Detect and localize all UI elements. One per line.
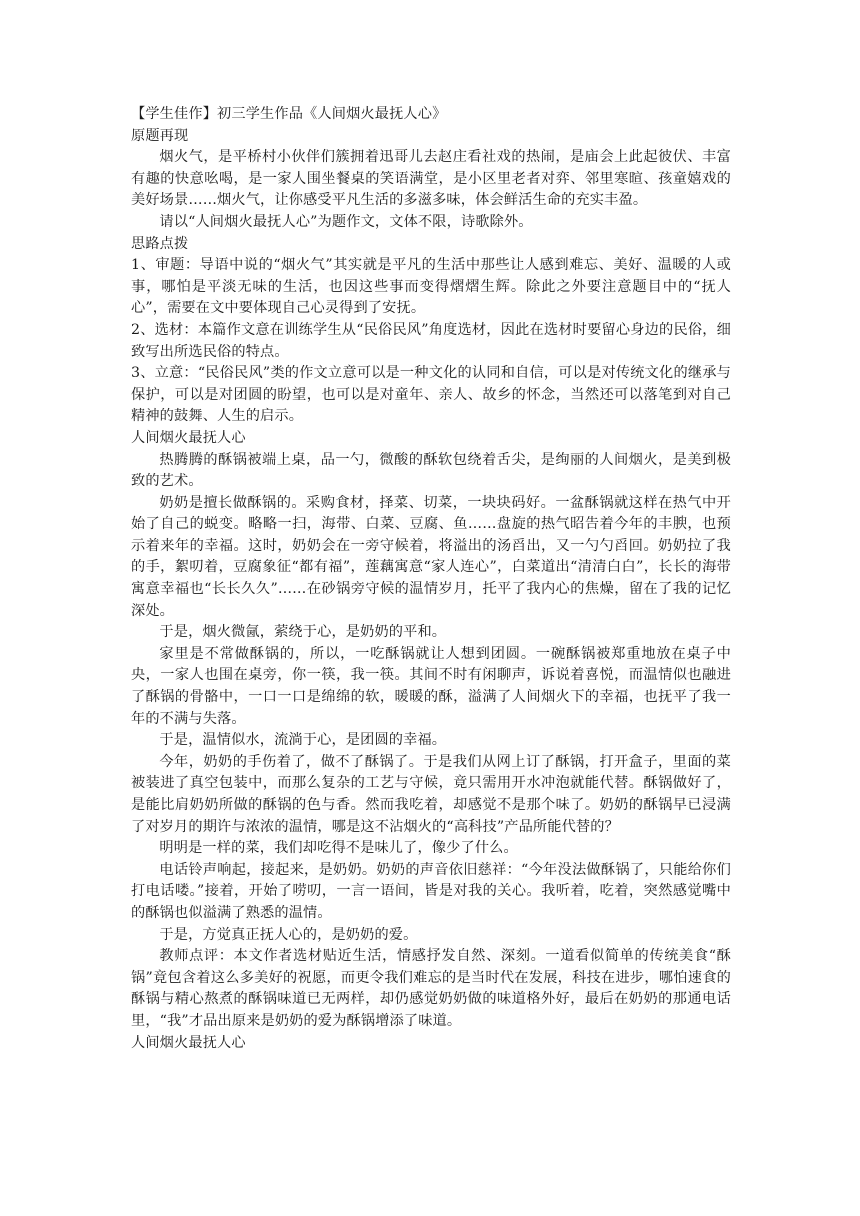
teacher-comment: 教师点评：本文作者选材贴近生活，情感抒发自然、深刻。一道看似简单的传统美食“酥锅”竟包含着这么多美好的祝愿，而更令我们难忘的是当时代在发展，科技在进步，哪怕速食的酥锅与精心熬煮的酥锅味道已无两样，却仍感觉奶奶做的味道格外好，最后在奶奶的那通电话里，“我”才品出原来是奶奶的爱为酥锅增添了味道。 — [131, 948, 731, 1029]
essay-paragraph: 奶奶是擅长做酥锅的。采购食材，择菜、切菜，一块块码好。一盆酥锅就这样在热气中开始了自己的蜕变。略略一扫，海带、白菜、豆腐、鱼……盘旋的热气昭告着今年的丰腴，也预示着来年的幸福。这时，奶奶会在一旁守候着，将溢出的汤舀出，又一勺勺舀回。奶奶拉了我的手，絮叨着，豆腐象征“都有福”，莲藕寓意“家人连心”，白菜道出“清清白白”，长长的海带寓意幸福也“长长久久”……在砂锅旁守候的温情岁月，托平了我内心的焦燥，留在了我的记忆深处。 — [131, 494, 731, 619]
prompt-paragraph-1: 烟火气，是平桥村小伙伴们簇拥着迅哥儿去赵庄看社戏的热闹，是庙会上此起彼伏、丰富有趣的快意吆喝，是一家人围坐餐桌的笑语满堂，是小区里老者对弈、邻里寒暄、孩童嬉戏的美好场景……烟火气，让你感受平凡生活的多滋多味，体会鲜活生命的充实丰盈。 — [131, 149, 731, 209]
guide-item-3: 3、立意：“民俗民风”类的作文立意可以是一种文化的认同和自信，可以是对传统文化的继承与保护，可以是对团圆的盼望，也可以是对童年、亲人、故乡的怀念，当然还可以落笔到对自己精神的鼓舞、人生的启示。 — [131, 365, 731, 425]
document-title: 【学生佳作】初三学生作品《人间烟火最抚人心》 — [131, 106, 447, 122]
essay-paragraph: 明明是一样的菜，我们却吃得不是味儿了，像少了什么。 — [159, 840, 518, 857]
essay-title: 人间烟火最抚人心 — [131, 429, 246, 446]
guide-item-1: 1、审题：导语中说的“烟火气”其实就是平凡的生活中那些让人感到难忘、美好、温暖的人或事，哪怕是平淡无味的生活，也因这些事而变得熠熠生辉。除此之外要注意题目中的“抚人心”，需要在文中要体现自己心灵得到了安抚。 — [131, 257, 731, 317]
essay-paragraph: 于是，烟火微氤，萦绕于心，是奶奶的平和。 — [159, 624, 447, 641]
essay-paragraph: 于是，方觉真正抚人心的，是奶奶的爱。 — [159, 926, 418, 943]
section-heading-guide: 思路点拨 — [131, 235, 189, 252]
prompt-paragraph-2: 请以“人间烟火最抚人心”为题作文，文体不限，诗歌除外。 — [159, 213, 533, 230]
guide-item-2: 2、选材：本篇作文意在训练学生从“民俗民风”角度选材，因此在选材时要留心身边的民俗，细致写出所选民俗的特点。 — [131, 321, 731, 360]
document-body — [131, 104, 731, 1054]
essay-paragraph: 于是，温情似水，流淌于心，是团圆的幸福。 — [159, 732, 447, 749]
essay-title-second: 人间烟火最抚人心 — [131, 1034, 246, 1051]
essay-paragraph: 今年，奶奶的手伤着了，做不了酥锅了。于是我们从网上订了酥锅，打开盒子，里面的菜被装进了真空包装中，而那么复杂的工艺与守候，竟只需用开水冲泡就能代替。酥锅做好了，是能比肩奶奶所做的酥锅的色与香。然而我吃着，却感觉不是那个味了。奶奶的酥锅早已浸满了对岁月的期许与浓浓的温情，哪是这不沾烟火的“高科技”产品所能代替的？ — [131, 753, 731, 835]
essay-paragraph: 电话铃声响起，接起来，是奶奶。奶奶的声音依旧慈祥：“今年没法做酥锅了，只能给你们打电话喽。”接着，开始了唠叨，一言一语间，皆是对我的关心。我听着，吃着，突然感觉嘴中的酥锅也似溢满了熟悉的温情。 — [131, 861, 731, 921]
section-heading-original: 原题再现 — [131, 127, 189, 144]
essay-paragraph: 家里是不常做酥锅的，所以，一吃酥锅就让人想到团圆。一碗酥锅被郑重地放在桌子中央，一家人也围在桌旁，你一筷，我一筷。其间不时有闲聊声，诉说着喜悦，而温情似也融进了酥锅的骨骼中，一口一口是绵绵的软，暖暖的酥，溢满了人间烟火下的幸福，也抚平了我一年的不满与失落。 — [131, 645, 731, 727]
essay-paragraph: 热腾腾的酥锅被端上桌，品一勺，微酸的酥软包绕着舌尖，是绚丽的人间烟火，是美到极致的艺术。 — [131, 451, 731, 490]
